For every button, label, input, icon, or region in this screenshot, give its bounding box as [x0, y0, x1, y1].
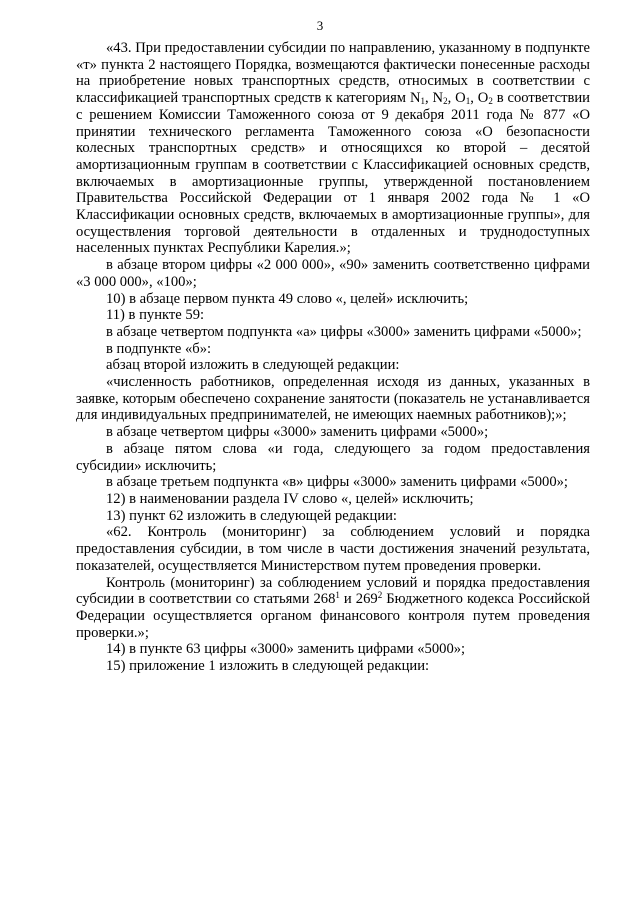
item-11-b: в подпункте «б»: — [106, 340, 212, 357]
paragraph-43 — [76, 40, 590, 257]
paragraph-62-1: «62. Контроль (мониторинг) за соблюдением условий и порядка предоставления субсидии, в том числе в части достижения значений результата, показателей, осуществляется Министерством путем проведения проверки. — [76, 524, 590, 574]
text-run: и 269 — [339, 591, 378, 608]
item-11-a: в абзаце четвертом подпункта «а» цифры «3000» заменить цифрами «5000»; — [106, 323, 582, 340]
document-body — [76, 40, 590, 675]
text-run: Контроль (мониторинг) за соблюдением условий и порядка предоставления субсидии в соответствии со статьями 268 — [76, 574, 590, 608]
item-11-b4: в абзаце пятом слова «и года, следующего за годом предоставления субсидии» исключить; — [76, 440, 590, 474]
text-run: , O — [447, 90, 466, 107]
paragraph-second-abzac: в абзаце втором цифры «2 000 000», «90» заменить соответственно цифрами «3 000 000», «100»; — [76, 257, 590, 290]
subscript: 2 — [443, 96, 448, 107]
paragraph-62-2 — [76, 575, 590, 642]
item-11: 11) в пункте 59: — [106, 307, 205, 324]
text-run: , O — [470, 90, 489, 107]
subscript: 2 — [488, 96, 493, 107]
page-number: 3 — [316, 18, 324, 33]
superscript: 1 — [335, 590, 340, 601]
item-11-b1: абзац второй изложить в следующей редакции: — [106, 357, 400, 374]
item-11-c: в абзаце третьем подпункта «в» цифры «3000» заменить цифрами «5000»; — [106, 474, 568, 491]
item-12: 12) в наименовании раздела IV слово «, целей» исключить; — [106, 490, 474, 507]
text-run: , N — [424, 90, 444, 107]
subscript: 1 — [465, 96, 471, 107]
superscript: 2 — [377, 590, 383, 601]
item-11-b2: «численность работников, определенная исходя из данных, указанных в заявке, которым обеспечено сохранение занятости (показатель не устанавливается для индивидуальных предпринимателей, не имеющих наемных работников);»; — [76, 374, 590, 424]
text-run: Бюджетного кодекса Российской Федерации осуществляется органом финансового контроля путем проведения проверки.»; — [76, 591, 590, 641]
item-14: 14) в пункте 63 цифры «3000» заменить цифрами «5000»; — [106, 641, 466, 658]
item-13: 13) пункт 62 изложить в следующей редакции: — [106, 507, 397, 524]
item-15: 15) приложение 1 изложить в следующей редакции: — [106, 658, 430, 675]
item-11-b3: в абзаце четвертом цифры «3000» заменить цифрами «5000»; — [106, 424, 489, 441]
text-run: «43. При предоставлении субсидии по направлению, указанному в подпункте «т» пункта 2 настоящего Порядка, возмещаются фактически понесенные расходы на приобретение новых транспортных средств, относимых в соответствии с классификацией транспортных средств к категориям N — [76, 40, 590, 107]
text-run: в соответствии с решением Комиссии Таможенного союза от 9 декабря 2011 года № 877 «О принятии технического регламента Таможенного союза «О безопасности колесных транспортных средств» и относящихся ко второй – десятой амортизационным группам в соответствии с Классификацией основных средств, включаемых в амортизационные группы, утвержденной постановлением Правительства Российской Федерации от 1 января 2002 года № 1 «О Классификации основных средств, включаемых в амортизационные группы», для осуществления торговой деятельности в отдаленных и труднодоступных населенных пунктах Республики Карелия.»; — [76, 90, 590, 257]
item-10: 10) в абзаце первом пункта 49 слово «, целей» исключить; — [106, 290, 469, 307]
subscript: 1 — [420, 96, 425, 107]
